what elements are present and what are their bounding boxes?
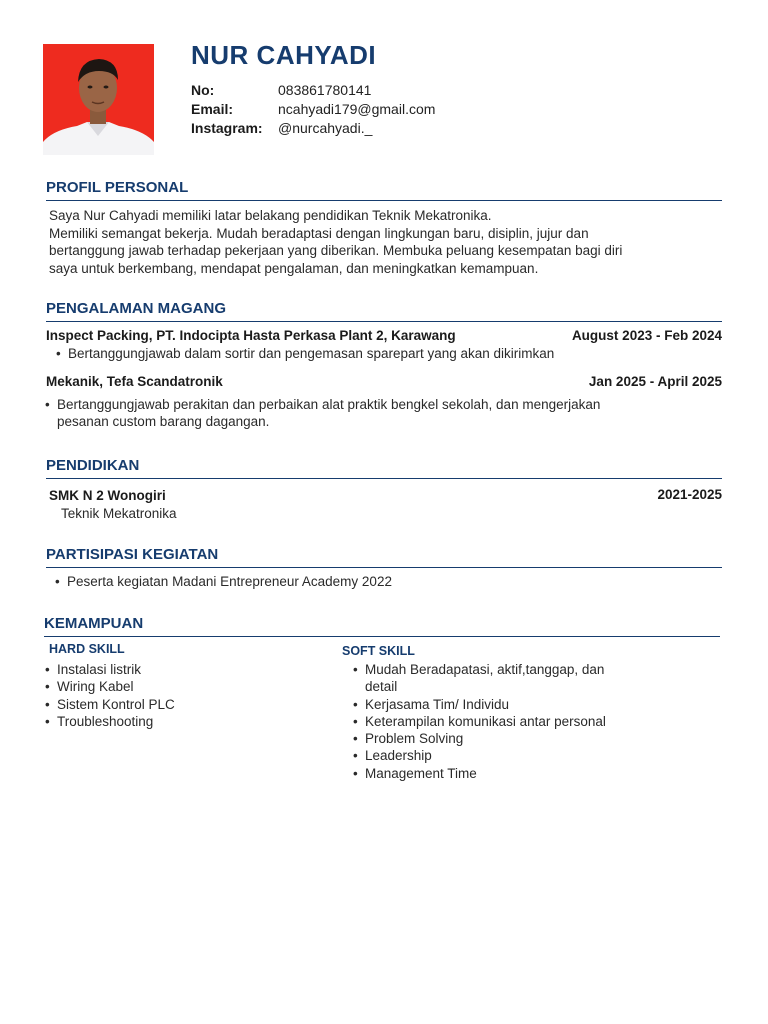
hard-skill-heading: HARD SKILL [49, 642, 125, 656]
hard-skill-list [57, 661, 317, 730]
list-item: • Management Time [365, 765, 705, 782]
list-item: • Peserta kegiatan Madani Entrepreneur Academy 2022 [67, 573, 707, 590]
education-school: SMK N 2 Wonogiri [49, 488, 166, 503]
contact-info [191, 81, 435, 138]
point-line: pesanan custom barang dagangan. [57, 414, 270, 430]
email-label: Email: [191, 101, 234, 117]
internship-period: Jan 2025 - April 2025 [588, 374, 722, 389]
internship-title: Mekanik, Tefa Scandatronik [46, 374, 223, 389]
list-item: • Kerjasama Tim/ Individu [365, 696, 705, 713]
activities-list [67, 573, 707, 590]
list-item: • Instalasi listrik [57, 661, 317, 678]
profile-line: Memiliki semangat bekerja. Mudah beradaptasi dengan lingkungan baru, disiplin, jujur dan [49, 225, 589, 241]
contact-instagram-row [191, 119, 435, 138]
profile-line: bertanggung jawab terhadap pekerjaan yang diberikan. Membuka peluang kesempatan bagi diri [49, 243, 623, 258]
soft-skill-heading: SOFT SKILL [342, 644, 415, 658]
contact-phone-row [191, 81, 435, 100]
contact-email-row [191, 100, 435, 119]
list-item: • Troubleshooting [57, 713, 317, 730]
list-item: • Wiring Kabel [57, 678, 317, 695]
instagram-label: Instagram: [191, 120, 263, 136]
activities-heading: PARTISIPASI KEGIATAN [46, 546, 722, 568]
internship-title: Inspect Packing, PT. Indocipta Hasta Perkasa Plant 2, Karawang [46, 328, 456, 343]
profile-line: saya untuk berkembang, mendapat pengalaman, dan meningkatkan kemampuan. [49, 260, 539, 276]
list-item: • Sistem Kontrol PLC [57, 696, 317, 713]
skill-line: Mudah Beradapatasi, aktif,tanggap, dan [365, 662, 605, 677]
profile-summary [49, 207, 709, 277]
education-heading: PENDIDIKAN [46, 457, 722, 479]
skill-line: detail [365, 679, 398, 695]
internship-entry-1 [46, 328, 722, 343]
phone-value: 083861780141 [278, 82, 372, 98]
list-item: • Bertanggungjawab dalam sortir dan pengemasan sparepart yang akan dikirimkan [68, 345, 708, 362]
list-item: • Leadership [365, 747, 705, 764]
list-item: • Problem Solving [365, 730, 705, 747]
internship-1-points [68, 345, 708, 362]
soft-skill-list [365, 661, 705, 782]
candidate-name: NUR CAHYADI [191, 40, 377, 70]
person-portrait-icon [43, 44, 154, 155]
list-item [57, 396, 717, 431]
list-item: • Keterampilan komunikasi antar personal [365, 713, 705, 730]
point-line: Bertanggungjawab perakitan dan perbaikan alat praktik bengkel sekolah, dan mengerjakan [57, 397, 601, 412]
profile-heading: PROFIL PERSONAL [46, 179, 722, 201]
education-major: Teknik Mekatronika [61, 506, 177, 521]
education-years: 2021-2025 [657, 487, 722, 502]
list-item [365, 661, 705, 696]
phone-label: No: [191, 82, 215, 98]
internship-heading: PENGALAMAN MAGANG [46, 300, 722, 322]
profile-line: Saya Nur Cahyadi memiliki latar belakang pendidikan Teknik Mekatronika. [49, 208, 492, 223]
profile-photo [43, 44, 154, 155]
internship-entry-2 [46, 374, 722, 389]
internship-2-points [57, 396, 717, 431]
email-value[interactable]: ncahyadi179@gmail.com [278, 101, 436, 117]
skills-heading: KEMAMPUAN [44, 615, 720, 637]
instagram-value[interactable]: @nurcahyadi._ [278, 120, 373, 136]
internship-period: August 2023 - Feb 2024 [571, 328, 722, 343]
